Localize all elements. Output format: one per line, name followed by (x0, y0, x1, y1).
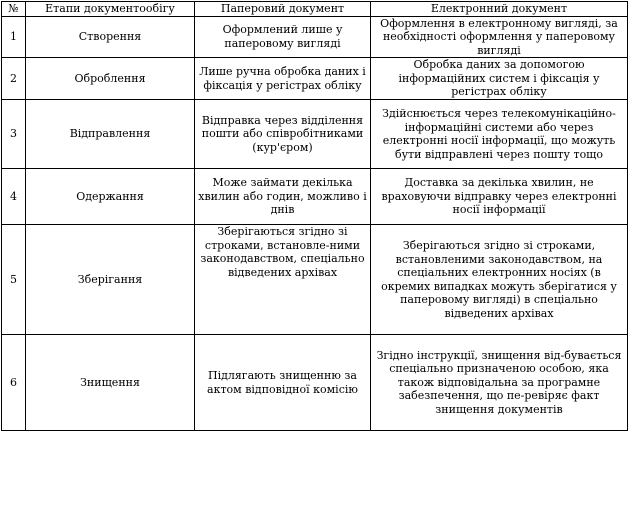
row-electronic: Згідно інструкції, знищення від-бувається спеціально призначеною особою, яка також відповідальна за програмне забезпечення, що пе-ревіряє факт знищення документів (371, 335, 628, 431)
table-row (2, 58, 628, 100)
table-row (2, 16, 628, 58)
row-number: 5 (2, 225, 26, 335)
row-paper: Оформлений лише у паперовому вигляді (195, 16, 371, 58)
header-number: № (2, 2, 26, 17)
table-header-row (2, 2, 628, 17)
row-electronic: Доставка за декілька хвилин, не враховуючи відправку через електронні носії інформації (371, 169, 628, 225)
row-number: 2 (2, 58, 26, 100)
row-paper: Лише ручна обробка даних і фіксація у регістрах обліку (195, 58, 371, 100)
row-stage: Знищення (26, 335, 195, 431)
table-row (2, 100, 628, 169)
header-paper-document: Паперовий документ (195, 2, 371, 17)
row-stage: Створення (26, 16, 195, 58)
row-paper: Підлягають знищенню за актом відповідної комісію (195, 335, 371, 431)
table-row (2, 169, 628, 225)
row-paper: Відправка через відділення пошти або співробітниками (кур'єром) (195, 100, 371, 169)
document-workflow-table (1, 1, 628, 431)
header-electronic-document: Електронний документ (371, 2, 628, 17)
row-number: 1 (2, 16, 26, 58)
header-stage: Етапи документообігу (26, 2, 195, 17)
row-number: 4 (2, 169, 26, 225)
row-paper: Зберігаються згідно зі строками, встановле-ними законодавством, спеціально відведених архівах (195, 225, 371, 335)
row-stage: Зберігання (26, 225, 195, 335)
table-row (2, 335, 628, 431)
row-electronic: Оформлення в електронному вигляді, за необхідності оформлення у паперовому вигляді (371, 16, 628, 58)
row-stage: Відправлення (26, 100, 195, 169)
row-electronic: Зберігаються згідно зі строками, встановленими законодавством, на спеціальних електронних носіях (в окремих випадках можуть зберігатися у паперовому вигляді) в спеціально відведених архівах (371, 225, 628, 335)
row-electronic: Обробка даних за допомогою інформаційних систем і фіксація у регістрах обліку (371, 58, 628, 100)
row-stage: Одержання (26, 169, 195, 225)
row-number: 3 (2, 100, 26, 169)
table-row (2, 225, 628, 335)
row-electronic: Здійснюється через телекомунікаційно-інформаційні системи або через електронні носії інформації, що можуть бути відправлені через пошту тощо (371, 100, 628, 169)
row-number: 6 (2, 335, 26, 431)
row-stage: Оброблення (26, 58, 195, 100)
row-paper: Може займати декілька хвилин або годин, можливо і днів (195, 169, 371, 225)
